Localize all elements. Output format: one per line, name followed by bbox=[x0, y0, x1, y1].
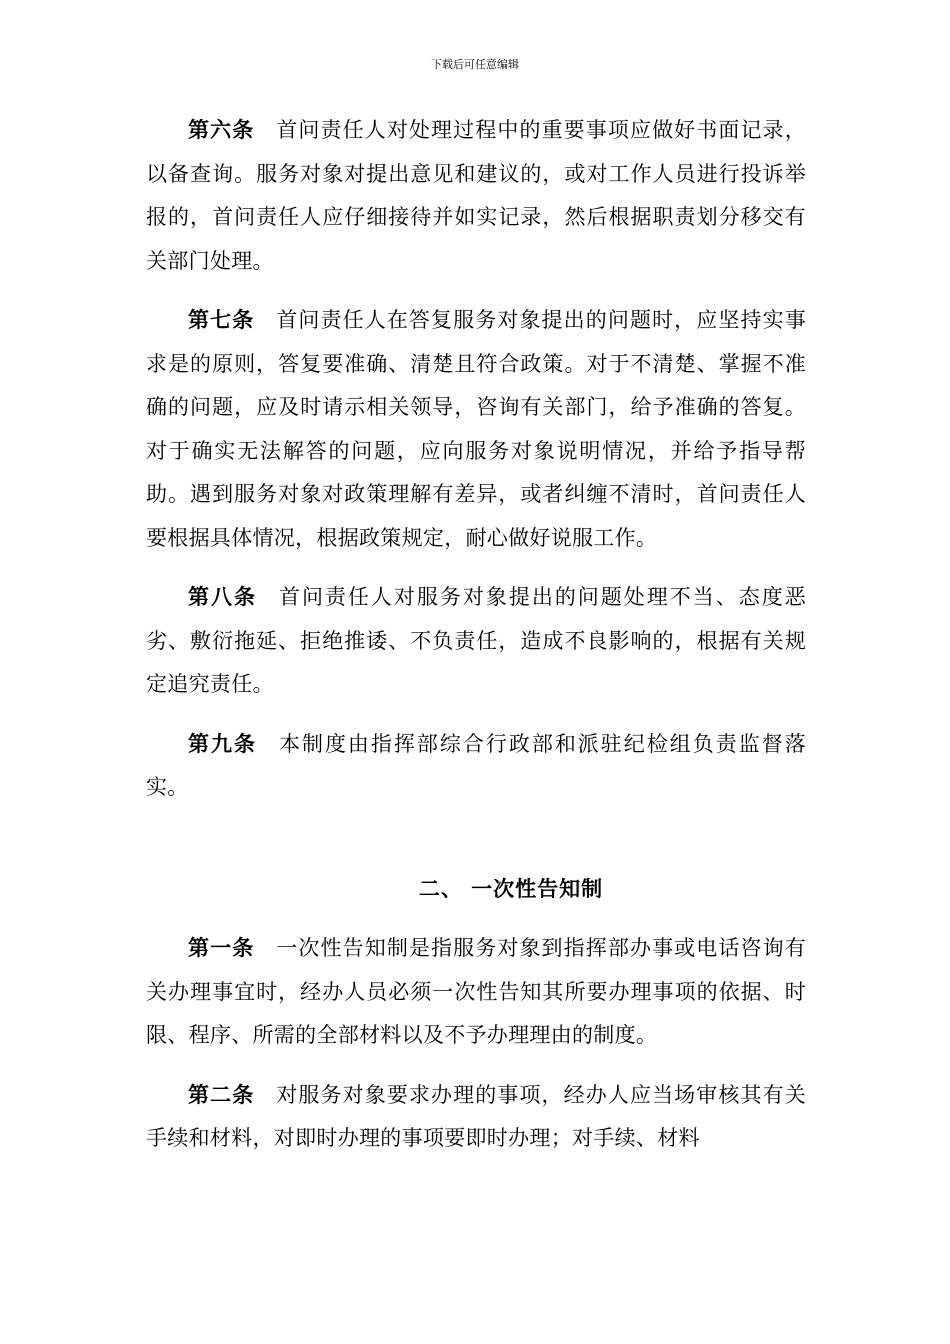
article-text: 对服务对象要求办理的事项，经办人应当场审核其有关手续和材料，对即时办理的事项要即时办理；对手续、材料 bbox=[146, 1082, 806, 1150]
article-number: 第九条 bbox=[188, 731, 257, 756]
article-text: 首问责任人对服务对象提出的问题处理不当、态度恶劣、敷衍拖延、拒绝推诿、不负责任，造成不良影响的，根据有关规定追究责任。 bbox=[146, 585, 806, 696]
article-paragraph-9 bbox=[146, 723, 806, 810]
article-paragraph-2 bbox=[146, 1074, 806, 1161]
document-body bbox=[146, 109, 806, 1177]
article-text: 首问责任人对处理过程中的重要事项应做好书面记录，以备查询。服务对象对提出意见和建议的，或对工作人员进行投诉举报的，首问责任人应仔细接待并如实记录，然后根据职责划分移交有关部门处理。 bbox=[146, 118, 806, 273]
page-header: 下载后可任意编辑 bbox=[431, 58, 519, 71]
article-number: 第一条 bbox=[188, 936, 255, 960]
article-number: 第六条 bbox=[188, 118, 255, 142]
section-heading: 二、 一次性告知制 bbox=[418, 876, 604, 901]
article-paragraph-8 bbox=[146, 576, 806, 707]
article-number: 第七条 bbox=[188, 308, 255, 332]
article-number: 第二条 bbox=[188, 1082, 255, 1107]
article-text: 本制度由指挥部综合行政部和派驻纪检组负责监督落实。 bbox=[146, 731, 806, 799]
article-text: 一次性告知制是指服务对象到指挥部办事或电话咨询有关办理事宜时，经办人员必须一次性告知其所要办理事项的依据、时限、程序、所需的全部材料以及不予办理理由的制度。 bbox=[146, 936, 806, 1047]
article-number: 第八条 bbox=[188, 585, 257, 609]
article-paragraph-7 bbox=[146, 299, 806, 560]
article-paragraph-1 bbox=[146, 927, 806, 1058]
article-paragraph-6 bbox=[146, 109, 806, 283]
article-text: 首问责任人在答复服务对象提出的问题时，应坚持实事求是的原则，答复要准确、清楚且符合政策。对于不清楚、掌握不准确的问题，应及时请示相关领导，咨询有关部门，给予准确的答复。对于确实无法解答的问题，应向服务对象说明情况，并给予指导帮助。遇到服务对象对政策理解有差异，或者纠缠不清时，首问责任人要根据具体情况，根据政策规定，耐心做好说服工作。 bbox=[146, 308, 806, 550]
